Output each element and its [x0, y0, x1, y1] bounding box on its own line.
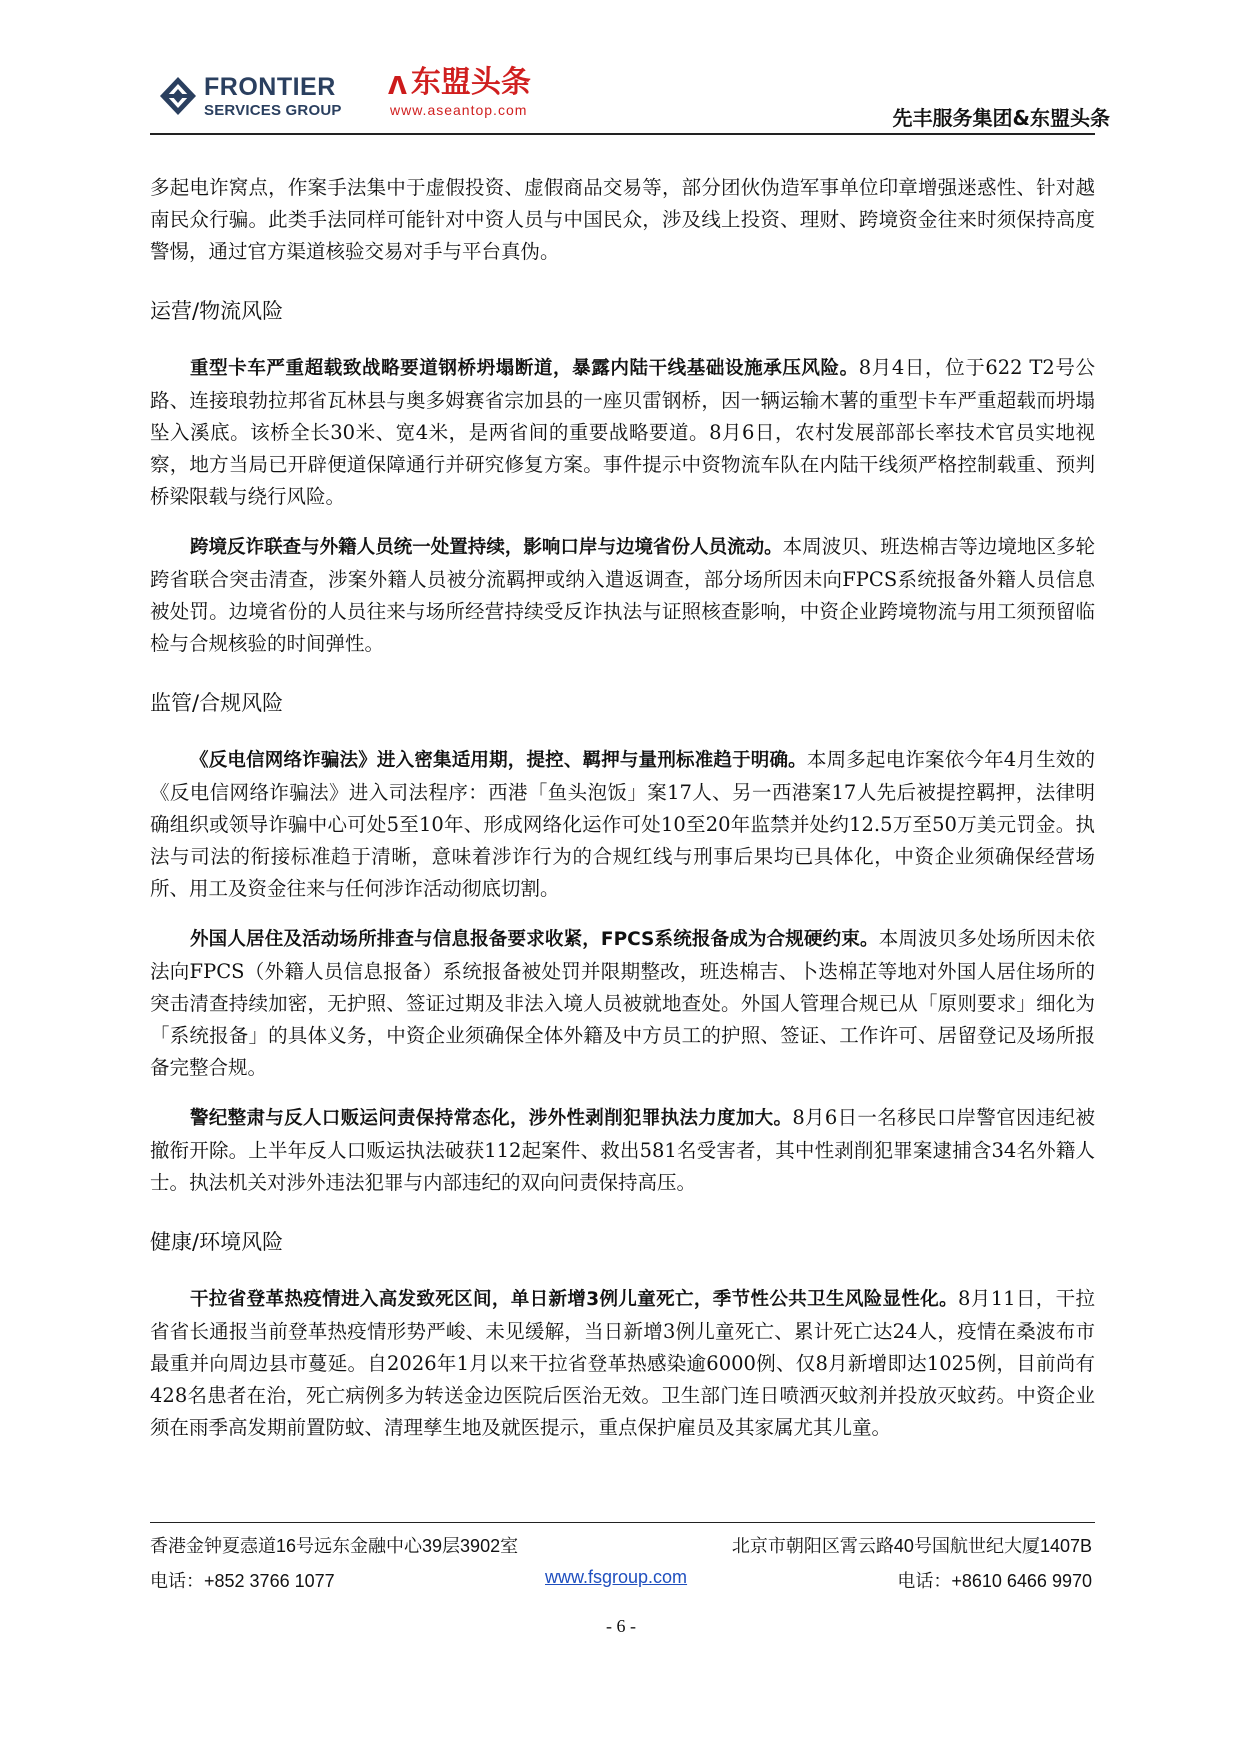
section-heading-regulatory: 监管/合规风险 — [150, 691, 284, 715]
paragraph-text: 8月4日，位于622 T2号公路、连接琅勃拉邦省瓦林县与奥多姆赛省宗加县的一座贝雷钢桥，因一辆运输木薯的重型卡车严重超载而坍塌坠入溪底。该桥全长30米、宽4米，是两省间的重要战略要道。8月6日，农村发展部部长率技术官员实地视察，地方当局已开辟便道保障通行并研究修复方案。事件提示中资物流车队在内陆干线须严格控制载重、预判桥梁限载与绕行风险。 — [150, 356, 1095, 508]
paragraph-text: 本周多起电诈案依今年4月生效的《反电信网络诈骗法》进入司法程序：西港「鱼头泡饭」案17人、另一西港案17人先后被提控羁押，法律明确组织或领导诈骗中心可处5至10年、形成网络化运作可处10至20年监禁并处约12.5万至50万美元罚金。执法与司法的衔接标准趋于清晰，意味着涉诈行为的合规红线与刑事后果均已具体化，中资企业须确保经营场所、用工及资金往来与任何涉诈活动彻底切割。 — [150, 748, 1095, 900]
frontier-emblem-icon — [158, 75, 198, 117]
bj-address: 北京市朝阳区霄云路40号国航世纪大厦1407B — [731, 1536, 1092, 1556]
paragraph-border-enforcement — [150, 531, 1095, 660]
frontier-subname: SERVICES GROUP — [204, 101, 342, 119]
paragraph-bridge-collapse — [150, 352, 1095, 513]
paragraph-anti-fraud-law — [150, 744, 1095, 905]
hk-address: 香港金钟夏悫道16号远东金融中心39层3902室 — [150, 1536, 519, 1556]
section-heading-health: 健康/环境风险 — [150, 1230, 284, 1254]
asean-name: 东盟头条 — [410, 65, 531, 100]
frontier-logo — [158, 72, 342, 120]
website-link[interactable]: www.fsgroup.com — [545, 1567, 688, 1587]
paragraph-lead: 重型卡车严重超载致战略要道钢桥坍塌断道，暴露内陆干线基础设施承压风险。 — [190, 358, 859, 379]
hk-phone: 电话：+852 3766 1077 — [150, 1571, 335, 1591]
paragraph-lead: 外国人居住及活动场所排查与信息报备要求收紧，FPCS系统报备成为合规硬约束。 — [190, 929, 879, 950]
paragraph-lead: 干拉省登革热疫情进入高发致死区间，单日新增3例儿童死亡，季节性公共卫生风险显性化。 — [190, 1289, 959, 1310]
header-divider — [150, 133, 1095, 135]
page-number: - 6 - — [606, 1616, 636, 1636]
asean-url: www.aseantop.com — [390, 102, 528, 118]
header-title: 先丰服务集团&东盟头条 — [892, 106, 1110, 130]
paragraph-lead: 警纪整肃与反人口贩运问责保持常态化，涉外性剥削犯罪执法力度加大。 — [190, 1108, 793, 1129]
paragraph-text: 本周波贝多处场所因未依法向FPCS（外籍人员信息报备）系统报备被处罚并限期整改，班迭棉吉、卜迭棉芷等地对外国人居住场所的突击清查持续加密，无护照、签证过期及非法入境人员被就地查处。外国人管理合规已从「原则要求」细化为「系统报备」的具体义务，中资企业须确保全体外籍及中方员工的护照、签证、工作许可、居留登记及场所报备完整合规。 — [150, 927, 1095, 1079]
paragraph-text: 8月11日，干拉省省长通报当前登革热疫情形势严峻、未见缓解，当日新增3例儿童死亡、累计死亡达24人，疫情在桑波布市最重并向周边县市蔓延。自2026年1月以来干拉省登革热感染逾6000例、仅8月新增即达1025例，目前尚有428名患者在治，死亡病例多为转送金边医院后医治无效。卫生部门连日喷洒灭蚊剂并投放灭蚊药。中资企业须在雨季高发期前置防蚊、清理孳生地及就医提示，重点保护雇员及其家属尤其儿童。 — [150, 1287, 1095, 1439]
paragraph-fpcs-reporting — [150, 923, 1095, 1084]
asean-logo — [388, 66, 531, 122]
section-heading-operations: 运营/物流风险 — [150, 299, 284, 323]
footer-divider — [150, 1522, 1095, 1523]
frontier-name: FRONTIER — [204, 72, 336, 101]
page-body — [150, 172, 1095, 1444]
paragraph-lead: 跨境反诈联查与外籍人员统一处置持续，影响口岸与边境省份人员流动。 — [190, 537, 783, 558]
paragraph-dengue — [150, 1283, 1095, 1444]
paragraph-continued: 多起电诈窝点，作案手法集中于虚假投资、虚假商品交易等，部分团伙伪造军事单位印章增强迷惑性、针对越南民众行骗。此类手法同样可能针对中资人员与中国民众，涉及线上投资、理财、跨境资金往来时须保持高度警惕，通过官方渠道核验交易对手与平台真伪。 — [150, 176, 1095, 263]
bj-phone: 电话：+8610 6466 9970 — [897, 1571, 1092, 1591]
paragraph-text: 8月6日一名移民口岸警官因违纪被撤衔开除。上半年反人口贩运执法破获112起案件、救出581名受害者，其中性剥削犯罪案逮捕含34名外籍人士。执法机关对涉外违法犯罪与内部违纪的双向问责保持高压。 — [150, 1106, 1095, 1194]
paragraph-lead: 《反电信网络诈骗法》进入密集适用期，提控、羁押与量刑标准趋于明确。 — [190, 750, 807, 771]
paragraph-text: 本周波贝、班迭棉吉等边境地区多轮跨省联合突击清查，涉案外籍人员被分流羁押或纳入遣返调查，部分场所因未向FPCS系统报备外籍人员信息被处罚。边境省份的人员往来与场所经营持续受反诈执法与证照核查影响，中资企业跨境物流与用工须预留临检与合规核验的时间弹性。 — [150, 535, 1095, 655]
asean-mark-icon: ʌ — [388, 64, 407, 102]
paragraph-police-discipline — [150, 1102, 1095, 1199]
